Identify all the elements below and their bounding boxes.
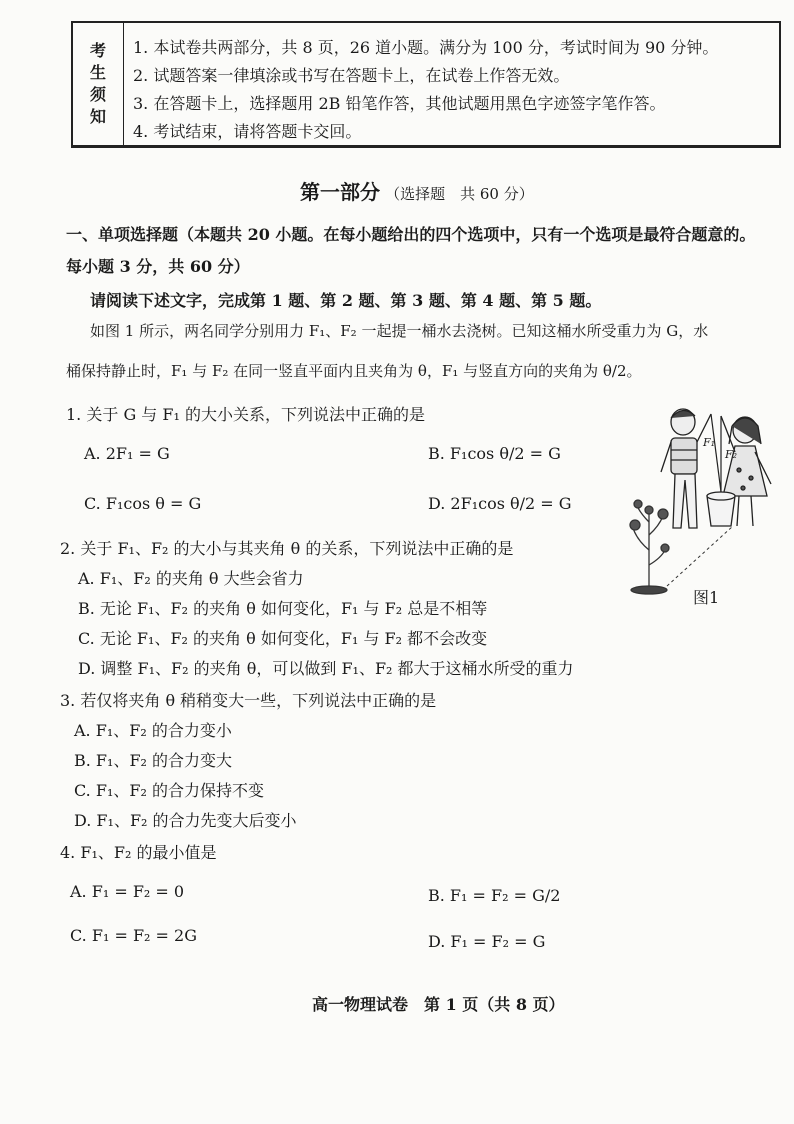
section-title: [300, 176, 534, 205]
part-heading-cont: 每小题 3 分，共 60 分）: [66, 257, 250, 276]
section-title-main: 第一部分: [300, 180, 380, 204]
passage-line: 如图 1 所示，两名同学分别用力 F₁、F₂ 一起提一桶水去浇树。已知这桶水所受重力为 G，水: [90, 322, 709, 340]
notice-heading-char: 生: [89, 63, 106, 82]
passage-line: 桶保持静止时，F₁ 与 F₂ 在同一竖直平面内且夹角为 θ，F₁ 与竖直方向的夹角为 θ/2。: [66, 362, 642, 380]
question-1-option-b: B. F₁cos θ/2 = G: [428, 444, 561, 463]
notice-heading-char: 须: [89, 85, 106, 104]
question-3-option-c: C. F₁、F₂ 的合力保持不变: [74, 781, 264, 800]
notice-heading-char: 考: [89, 41, 106, 60]
question-3-stem: 3. 若仅将夹角 θ 稍稍变大一些，下列说法中正确的是: [60, 691, 437, 710]
reading-prompt: 请阅读下述文字，完成第 1 题、第 2 题、第 3 题、第 4 题、第 5 题。: [90, 291, 602, 310]
question-1-stem: 1. 关于 G 与 F₁ 的大小关系，下列说法中正确的是: [66, 405, 425, 424]
question-2-option-a: A. F₁、F₂ 的夹角 θ 大些会省力: [78, 569, 304, 588]
question-2-option-b: B. 无论 F₁、F₂ 的夹角 θ 如何变化，F₁ 与 F₂ 总是不相等: [78, 599, 488, 618]
figure-label-f2: F₂: [725, 448, 738, 461]
question-1-option-c: C. F₁cos θ = G: [84, 494, 202, 513]
part-heading: 一、单项选择题（本题共 20 小题。在每小题给出的四个选项中，只有一个选项是最符合题意的。: [66, 225, 756, 244]
boy-figure-icon: [661, 409, 711, 528]
question-4-option-d: D. F₁ = F₂ = G: [428, 932, 546, 951]
question-4-option-a: A. F₁ = F₂ = 0: [70, 882, 185, 901]
question-3-option-a: A. F₁、F₂ 的合力变小: [74, 721, 232, 740]
question-4-option-c: C. F₁ = F₂ = 2G: [70, 926, 197, 945]
question-1-option-a: A. 2F₁ = G: [84, 444, 170, 463]
notice-heading-char: 知: [89, 107, 106, 126]
question-3-option-b: B. F₁、F₂ 的合力变大: [74, 751, 233, 770]
figure-1-illustration: [615, 400, 790, 600]
notice-heading: [73, 23, 124, 145]
question-2-stem: 2. 关于 F₁、F₂ 的大小与其夹角 θ 的关系，下列说法中正确的是: [60, 539, 514, 558]
notice-item: 4. 考试结束，请将答题卡交回。: [133, 122, 362, 141]
bucket-icon: [707, 492, 735, 526]
notice-item: 1. 本试卷共两部分，共 8 页，26 道小题。满分为 100 分，考试时间为 90 分钟。: [133, 38, 719, 57]
page-footer: 高一物理试卷 第 1 页（共 8 页）: [312, 995, 565, 1014]
figure-label-f1: F₁: [703, 436, 716, 449]
question-2-option-d: D. 调整 F₁、F₂ 的夹角 θ，可以做到 F₁、F₂ 都大于这桶水所受的重力: [78, 659, 574, 678]
notice-item: 2. 试题答案一律填涂或书写在答题卡上，在试卷上作答无效。: [133, 66, 570, 85]
notice-item: 3. 在答题卡上，选择题用 2B 铅笔作答，其他试题用黑色字迹签字笔作答。: [133, 94, 666, 113]
question-4-stem: 4. F₁、F₂ 的最小值是: [60, 843, 217, 862]
section-title-sub: （选择题 共 60 分）: [385, 185, 534, 203]
tree-icon: [630, 500, 669, 594]
figure-1-caption: 图1: [693, 588, 720, 607]
question-3-option-d: D. F₁、F₂ 的合力先变大后变小: [74, 811, 297, 830]
question-4-option-b: B. F₁ = F₂ = G/2: [428, 886, 561, 905]
question-2-option-c: C. 无论 F₁、F₂ 的夹角 θ 如何变化，F₁ 与 F₂ 都不会改变: [78, 629, 488, 648]
exam-notice-box: [71, 21, 781, 148]
question-1-option-d: D. 2F₁cos θ/2 = G: [428, 494, 572, 513]
